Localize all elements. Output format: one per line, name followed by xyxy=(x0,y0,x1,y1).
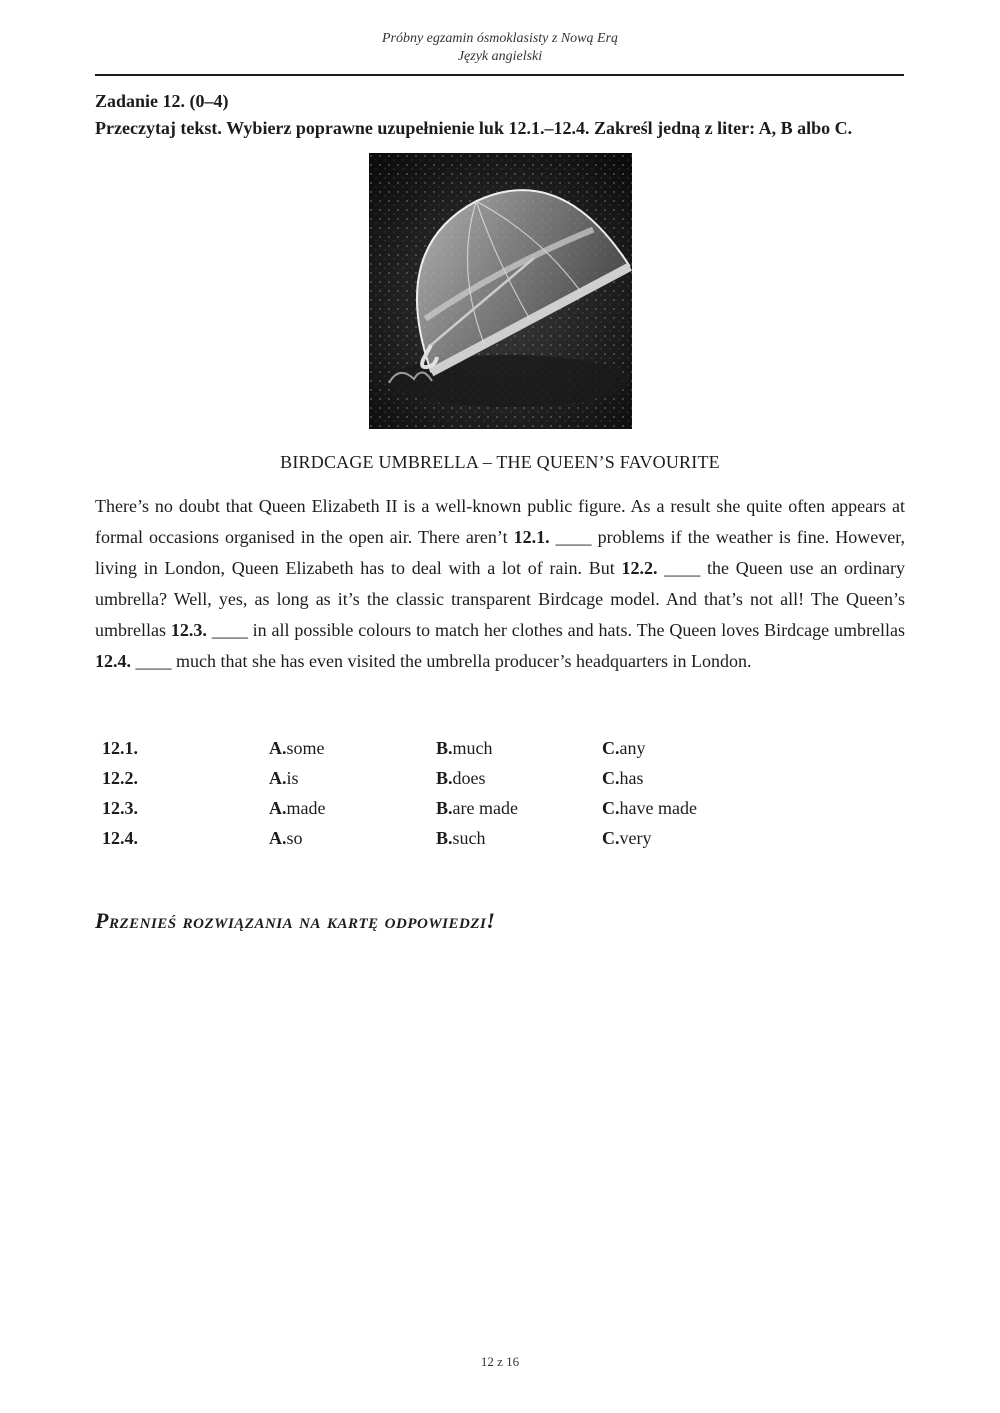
question-number: 12.2. xyxy=(102,768,138,788)
header-exam-title: Próbny egzamin ósmoklasisty z Nową Erą xyxy=(381,31,619,46)
option-b[interactable] xyxy=(436,798,518,819)
umbrella-photo xyxy=(369,153,632,429)
page-header xyxy=(0,30,1000,66)
option-a[interactable] xyxy=(269,768,299,789)
option-a[interactable] xyxy=(269,828,303,849)
question-number: 12.4. xyxy=(102,828,138,848)
option-text: some xyxy=(286,738,325,758)
option-a[interactable] xyxy=(269,798,326,819)
page-number: 12 z 16 xyxy=(480,1354,520,1369)
article-segment: ____ problems if the weather is fine. However, living in London, Queen Elizabeth has to deal with a lot of rain. But xyxy=(95,527,905,578)
article-segment: There’s no doubt that Queen Elizabeth II is a well-known public figure. As a result she quite often appears at formal occasions organised in the open air. There aren’t xyxy=(95,496,905,547)
question-number: 12.3. xyxy=(102,798,138,818)
option-c[interactable] xyxy=(602,798,697,819)
option-letter: A. xyxy=(269,828,287,848)
option-text: has xyxy=(619,768,644,788)
gap-label: 12.2. xyxy=(621,558,658,578)
option-letter: C. xyxy=(602,798,620,818)
option-text: made xyxy=(286,798,326,818)
option-text: such xyxy=(452,828,486,848)
question-number: 12.1. xyxy=(102,738,138,758)
gap-label: 12.4. xyxy=(95,651,131,671)
article-text xyxy=(95,491,905,677)
option-letter: C. xyxy=(602,828,620,848)
transfer-answers-note: Przenieś rozwiązania na kartę odpowiedzi! xyxy=(95,908,496,933)
header-divider xyxy=(95,74,904,76)
option-text: any xyxy=(619,738,646,758)
option-text: very xyxy=(619,828,652,848)
option-c[interactable] xyxy=(602,828,652,849)
gap-label: 12.3. xyxy=(170,620,207,640)
option-letter: B. xyxy=(436,738,453,758)
option-b[interactable] xyxy=(436,828,486,849)
gap-label: 12.1. xyxy=(513,527,550,547)
option-letter: C. xyxy=(602,768,620,788)
option-letter: A. xyxy=(269,768,287,788)
option-text: are made xyxy=(452,798,518,818)
option-letter: A. xyxy=(269,798,287,818)
option-text: have made xyxy=(619,798,697,818)
option-text: is xyxy=(286,768,299,788)
article-segment: ____ the Queen use an ordinary umbrella? Well, yes, as long as it’s the classic transparent Birdcage model. And that’s not all! The Queen’s umbrellas xyxy=(95,558,905,640)
article-title: BIRDCAGE UMBRELLA – THE QUEEN’S FAVOURITE xyxy=(280,452,720,472)
option-letter: A. xyxy=(269,738,287,758)
option-b[interactable] xyxy=(436,768,486,789)
article-segment: ____ in all possible colours to match her clothes and hats. The Queen loves Birdcage umbrellas xyxy=(206,620,906,640)
option-a[interactable] xyxy=(269,738,325,759)
option-letter: B. xyxy=(436,768,453,788)
article-segment: ____ much that she has even visited the umbrella producer’s headquarters in London. xyxy=(131,651,752,671)
option-letter: B. xyxy=(436,798,453,818)
option-text: much xyxy=(452,738,493,758)
task-instruction: Przeczytaj tekst. Wybierz poprawne uzupełnienie luk 12.1.–12.4. Zakreśl jedną z liter: A, B albo C. xyxy=(95,118,853,138)
header-subject: Język angielski xyxy=(457,49,543,64)
option-text: does xyxy=(452,768,486,788)
option-b[interactable] xyxy=(436,738,493,759)
option-c[interactable] xyxy=(602,768,644,789)
option-letter: C. xyxy=(602,738,620,758)
option-letter: B. xyxy=(436,828,453,848)
option-text: so xyxy=(286,828,303,848)
option-c[interactable] xyxy=(602,738,646,759)
task-title: Zadanie 12. (0–4) xyxy=(95,91,229,111)
